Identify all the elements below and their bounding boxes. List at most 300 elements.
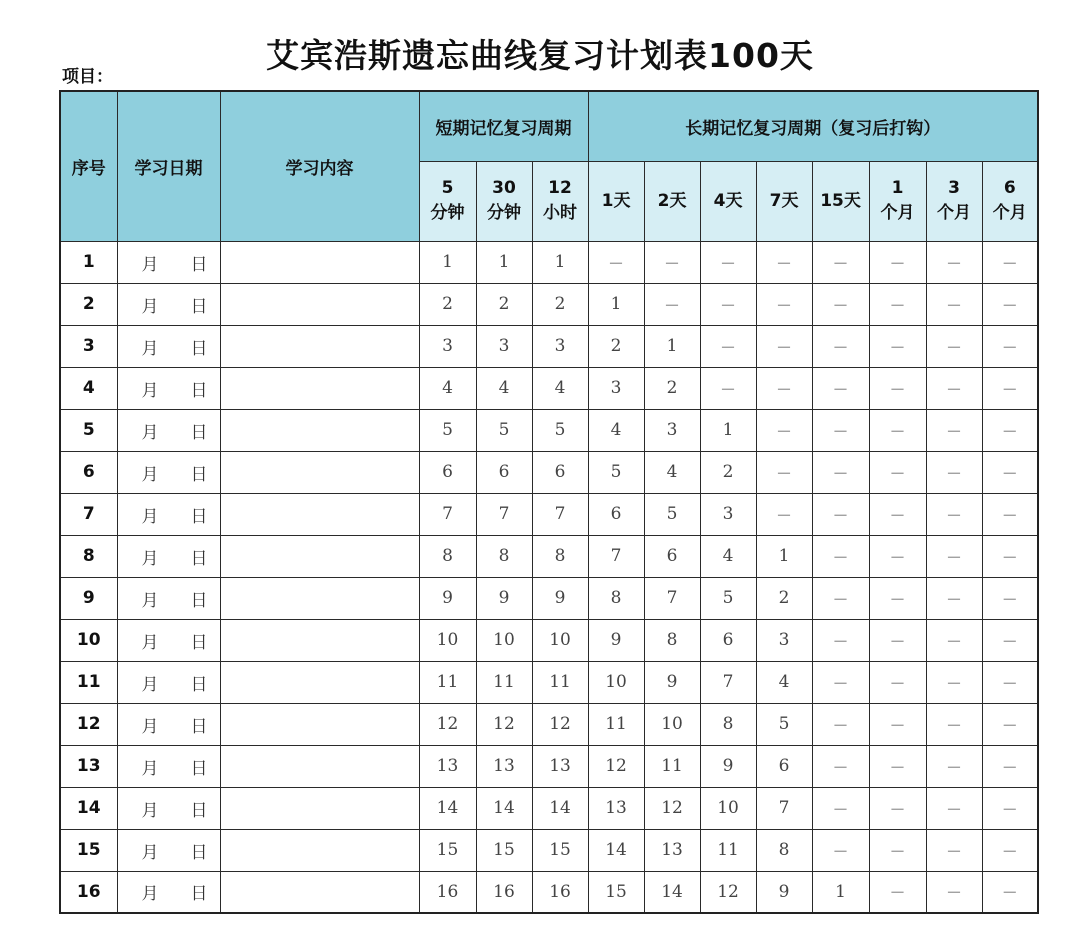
study-content-cell[interactable] <box>220 325 419 367</box>
table-row <box>60 535 1038 577</box>
row-index: 11 <box>60 661 117 703</box>
date-day-label: 日 <box>190 380 208 401</box>
row-index: 10 <box>60 619 117 661</box>
header-interval-bottom: 小时 <box>543 203 578 223</box>
review-cell[interactable]: 13 <box>419 745 476 787</box>
review-cell[interactable]: － <box>812 241 869 283</box>
review-cell[interactable]: 10 <box>419 619 476 661</box>
review-cell[interactable]: 7 <box>700 661 756 703</box>
review-cell[interactable]: － <box>812 535 869 577</box>
review-cell[interactable]: 6 <box>588 493 644 535</box>
review-cell[interactable]: 15 <box>419 829 476 871</box>
study-date-cell[interactable] <box>117 367 220 409</box>
review-cell[interactable]: － <box>812 493 869 535</box>
row-index: 3 <box>60 325 117 367</box>
review-cell[interactable]: 10 <box>588 661 644 703</box>
review-cell[interactable]: 13 <box>644 829 700 871</box>
review-cell[interactable]: 5 <box>588 451 644 493</box>
review-cell[interactable]: 4 <box>588 409 644 451</box>
review-cell[interactable]: － <box>812 661 869 703</box>
review-cell[interactable]: － <box>812 577 869 619</box>
review-cell[interactable]: 14 <box>419 787 476 829</box>
review-cell[interactable]: 16 <box>532 871 588 913</box>
header-interval-8 <box>812 161 869 241</box>
review-cell[interactable]: － <box>869 451 926 493</box>
review-cell[interactable]: 5 <box>476 409 532 451</box>
study-date-cell[interactable] <box>117 745 220 787</box>
review-cell[interactable]: 16 <box>419 871 476 913</box>
study-content-cell[interactable] <box>220 787 419 829</box>
review-cell[interactable]: 3 <box>644 409 700 451</box>
date-month-label: 月 <box>141 548 159 569</box>
header-interval-top: 15天 <box>820 190 861 211</box>
table-row <box>60 703 1038 745</box>
review-cell[interactable]: － <box>869 661 926 703</box>
header-date: 学习日期 <box>117 91 220 241</box>
study-content-cell[interactable] <box>220 619 419 661</box>
review-cell[interactable]: 9 <box>756 871 812 913</box>
date-month-label: 月 <box>141 338 159 359</box>
review-cell[interactable]: 1 <box>812 871 869 913</box>
header-interval-5 <box>644 161 700 241</box>
review-cell[interactable]: 8 <box>700 703 756 745</box>
review-cell[interactable]: － <box>812 409 869 451</box>
study-date-cell[interactable] <box>117 409 220 451</box>
header-short-term-group: 短期记忆复习周期 <box>419 91 588 161</box>
table-row <box>60 367 1038 409</box>
date-day-label: 日 <box>190 842 208 863</box>
row-index: 14 <box>60 787 117 829</box>
review-cell[interactable]: 7 <box>756 787 812 829</box>
review-cell[interactable]: 4 <box>644 451 700 493</box>
review-cell[interactable]: 11 <box>700 829 756 871</box>
date-month-label: 月 <box>141 506 159 527</box>
review-cell[interactable]: 11 <box>532 661 588 703</box>
review-cell[interactable]: － <box>812 367 869 409</box>
review-cell[interactable]: － <box>869 535 926 577</box>
date-month-label: 月 <box>141 632 159 653</box>
study-content-cell[interactable] <box>220 409 419 451</box>
review-cell[interactable]: 15 <box>588 871 644 913</box>
review-cell[interactable]: － <box>869 409 926 451</box>
review-plan-table <box>59 90 1039 914</box>
review-cell[interactable]: － <box>926 577 982 619</box>
review-cell[interactable]: － <box>869 577 926 619</box>
date-month-label: 月 <box>141 800 159 821</box>
header-interval-top: 6 <box>1003 178 1016 198</box>
header-interval-bottom: 个月 <box>880 203 915 223</box>
study-content-cell[interactable] <box>220 871 419 913</box>
review-cell[interactable]: 1 <box>644 325 700 367</box>
review-cell[interactable]: 3 <box>700 493 756 535</box>
review-cell[interactable]: 3 <box>476 325 532 367</box>
table-row <box>60 871 1038 913</box>
review-cell[interactable]: － <box>644 283 700 325</box>
review-cell[interactable]: － <box>869 241 926 283</box>
date-day-label: 日 <box>190 506 208 527</box>
study-date-cell[interactable] <box>117 619 220 661</box>
review-cell[interactable]: － <box>869 787 926 829</box>
header-index: 序号 <box>60 91 117 241</box>
review-cell[interactable]: 5 <box>756 703 812 745</box>
review-cell[interactable]: 16 <box>476 871 532 913</box>
date-day-label: 日 <box>190 548 208 569</box>
study-content-cell[interactable] <box>220 829 419 871</box>
review-cell[interactable]: 2 <box>532 283 588 325</box>
review-cell[interactable]: 15 <box>532 829 588 871</box>
review-cell[interactable]: 9 <box>476 577 532 619</box>
review-cell[interactable]: － <box>812 787 869 829</box>
review-cell[interactable]: 7 <box>419 493 476 535</box>
header-content: 学习内容 <box>220 91 419 241</box>
review-cell[interactable]: 9 <box>532 577 588 619</box>
review-cell[interactable]: 11 <box>588 703 644 745</box>
review-cell[interactable]: － <box>982 703 1038 745</box>
review-cell[interactable]: 8 <box>532 535 588 577</box>
header-interval-11 <box>982 161 1038 241</box>
header-interval-bottom: 个月 <box>992 203 1027 223</box>
review-cell[interactable]: 4 <box>700 535 756 577</box>
review-cell[interactable]: 1 <box>476 241 532 283</box>
date-day-label: 日 <box>190 254 208 275</box>
review-cell[interactable]: － <box>982 283 1038 325</box>
date-month-label: 月 <box>141 758 159 779</box>
review-cell[interactable]: 14 <box>476 787 532 829</box>
review-cell[interactable]: － <box>982 409 1038 451</box>
review-cell[interactable]: 12 <box>700 871 756 913</box>
review-cell[interactable]: － <box>926 409 982 451</box>
review-cell[interactable]: 11 <box>476 661 532 703</box>
table-row <box>60 577 1038 619</box>
header-interval-6 <box>700 161 756 241</box>
table-row <box>60 787 1038 829</box>
header-interval-top: 7天 <box>769 190 799 211</box>
review-cell[interactable]: 12 <box>644 787 700 829</box>
review-cell[interactable]: 7 <box>532 493 588 535</box>
date-day-label: 日 <box>190 296 208 317</box>
review-cell[interactable]: － <box>812 619 869 661</box>
header-interval-top: 5 <box>441 178 454 198</box>
review-cell[interactable]: 11 <box>644 745 700 787</box>
study-date-cell[interactable] <box>117 535 220 577</box>
review-cell[interactable]: － <box>756 241 812 283</box>
review-cell[interactable]: 6 <box>756 745 812 787</box>
table-row <box>60 241 1038 283</box>
table-row <box>60 409 1038 451</box>
review-cell[interactable]: － <box>926 535 982 577</box>
review-cell[interactable]: － <box>756 283 812 325</box>
review-cell[interactable]: － <box>982 745 1038 787</box>
review-cell[interactable]: － <box>926 283 982 325</box>
review-cell[interactable]: － <box>869 283 926 325</box>
review-cell[interactable]: － <box>700 367 756 409</box>
review-cell[interactable]: 10 <box>700 787 756 829</box>
review-cell[interactable]: － <box>588 241 644 283</box>
review-cell[interactable]: － <box>756 493 812 535</box>
study-content-cell[interactable] <box>220 283 419 325</box>
review-cell[interactable]: － <box>756 409 812 451</box>
date-month-label: 月 <box>141 884 159 905</box>
table-row <box>60 325 1038 367</box>
review-cell[interactable]: 2 <box>588 325 644 367</box>
review-cell[interactable]: － <box>982 871 1038 913</box>
review-cell[interactable]: 1 <box>588 283 644 325</box>
table-row <box>60 451 1038 493</box>
review-cell[interactable]: 9 <box>700 745 756 787</box>
study-date-cell[interactable] <box>117 787 220 829</box>
review-cell[interactable]: 2 <box>644 367 700 409</box>
review-cell[interactable]: 8 <box>588 577 644 619</box>
review-cell[interactable]: 9 <box>419 577 476 619</box>
review-cell[interactable]: 1 <box>700 409 756 451</box>
review-cell[interactable]: － <box>982 661 1038 703</box>
date-day-label: 日 <box>190 590 208 611</box>
date-day-label: 日 <box>190 674 208 695</box>
header-interval-7 <box>756 161 812 241</box>
date-month-label: 月 <box>141 716 159 737</box>
review-cell[interactable]: 8 <box>476 535 532 577</box>
header-long-term-group: 长期记忆复习周期（复习后打钩） <box>588 91 1038 161</box>
review-cell[interactable]: 6 <box>476 451 532 493</box>
study-date-cell[interactable] <box>117 283 220 325</box>
review-cell[interactable]: － <box>982 493 1038 535</box>
header-interval-top: 4天 <box>713 190 743 211</box>
review-cell[interactable]: － <box>869 367 926 409</box>
study-content-cell[interactable] <box>220 577 419 619</box>
review-cell[interactable]: 9 <box>644 661 700 703</box>
header-interval-bottom: 个月 <box>937 203 972 223</box>
date-month-label: 月 <box>141 254 159 275</box>
review-cell[interactable]: － <box>756 325 812 367</box>
review-cell[interactable]: 5 <box>419 409 476 451</box>
review-cell[interactable]: － <box>869 325 926 367</box>
review-cell[interactable]: － <box>812 829 869 871</box>
review-cell[interactable]: 2 <box>756 577 812 619</box>
review-cell[interactable]: － <box>700 325 756 367</box>
review-cell[interactable]: － <box>812 283 869 325</box>
study-date-cell[interactable] <box>117 829 220 871</box>
review-cell[interactable]: 12 <box>588 745 644 787</box>
study-content-cell[interactable] <box>220 367 419 409</box>
review-cell[interactable]: 3 <box>588 367 644 409</box>
review-cell[interactable]: － <box>926 829 982 871</box>
review-cell[interactable]: 7 <box>644 577 700 619</box>
date-month-label: 月 <box>141 464 159 485</box>
date-month-label: 月 <box>141 842 159 863</box>
review-cell[interactable]: 5 <box>532 409 588 451</box>
header-interval-1 <box>419 161 476 241</box>
header-interval-top: 2天 <box>657 190 687 211</box>
row-index: 2 <box>60 283 117 325</box>
header-interval-3 <box>532 161 588 241</box>
study-content-cell[interactable] <box>220 535 419 577</box>
review-cell[interactable]: 6 <box>644 535 700 577</box>
header-interval-top: 12 <box>548 178 572 198</box>
study-date-cell[interactable] <box>117 493 220 535</box>
header-interval-bottom: 分钟 <box>430 203 465 223</box>
review-cell[interactable]: － <box>812 703 869 745</box>
study-content-cell[interactable] <box>220 451 419 493</box>
row-index: 9 <box>60 577 117 619</box>
review-cell[interactable]: 6 <box>700 619 756 661</box>
review-cell[interactable]: 4 <box>419 367 476 409</box>
table-row <box>60 661 1038 703</box>
date-day-label: 日 <box>190 464 208 485</box>
review-cell[interactable]: － <box>700 241 756 283</box>
review-cell[interactable]: － <box>982 619 1038 661</box>
review-cell[interactable]: 7 <box>588 535 644 577</box>
review-cell[interactable]: － <box>982 535 1038 577</box>
review-cell[interactable]: 13 <box>588 787 644 829</box>
review-cell[interactable]: － <box>982 577 1038 619</box>
review-cell[interactable]: － <box>869 619 926 661</box>
review-cell[interactable]: 2 <box>476 283 532 325</box>
review-cell[interactable]: 12 <box>532 703 588 745</box>
review-cell[interactable]: 12 <box>476 703 532 745</box>
review-cell[interactable]: － <box>756 451 812 493</box>
review-cell[interactable]: － <box>926 787 982 829</box>
row-index: 16 <box>60 871 117 913</box>
review-cell[interactable]: － <box>700 283 756 325</box>
review-cell[interactable]: 14 <box>644 871 700 913</box>
study-content-cell[interactable] <box>220 241 419 283</box>
date-day-label: 日 <box>190 716 208 737</box>
study-content-cell[interactable] <box>220 661 419 703</box>
row-index: 7 <box>60 493 117 535</box>
row-index: 12 <box>60 703 117 745</box>
review-cell[interactable]: 10 <box>532 619 588 661</box>
review-cell[interactable]: － <box>926 325 982 367</box>
study-date-cell[interactable] <box>117 871 220 913</box>
review-cell[interactable]: － <box>982 787 1038 829</box>
review-cell[interactable]: 10 <box>644 703 700 745</box>
review-cell[interactable]: 8 <box>756 829 812 871</box>
review-cell[interactable]: 13 <box>532 745 588 787</box>
review-cell[interactable]: 6 <box>532 451 588 493</box>
review-cell[interactable]: 3 <box>419 325 476 367</box>
date-month-label: 月 <box>141 422 159 443</box>
review-cell[interactable]: － <box>926 493 982 535</box>
study-date-cell[interactable] <box>117 325 220 367</box>
review-cell[interactable]: 1 <box>532 241 588 283</box>
review-cell[interactable]: － <box>926 871 982 913</box>
study-date-cell[interactable] <box>117 451 220 493</box>
review-cell[interactable]: － <box>926 703 982 745</box>
date-month-label: 月 <box>141 296 159 317</box>
header-interval-top: 1天 <box>601 190 631 211</box>
review-cell[interactable]: 4 <box>756 661 812 703</box>
header-interval-2 <box>476 161 532 241</box>
study-content-cell[interactable] <box>220 745 419 787</box>
review-cell[interactable]: 7 <box>476 493 532 535</box>
review-cell[interactable]: 9 <box>588 619 644 661</box>
review-cell[interactable]: － <box>869 745 926 787</box>
row-index: 6 <box>60 451 117 493</box>
review-cell[interactable]: 1 <box>756 535 812 577</box>
date-month-label: 月 <box>141 590 159 611</box>
review-cell[interactable]: － <box>869 871 926 913</box>
date-day-label: 日 <box>190 800 208 821</box>
study-content-cell[interactable] <box>220 493 419 535</box>
review-cell[interactable]: 11 <box>419 661 476 703</box>
review-cell[interactable]: 4 <box>476 367 532 409</box>
row-index: 13 <box>60 745 117 787</box>
review-cell[interactable]: 1 <box>419 241 476 283</box>
review-cell[interactable]: － <box>982 451 1038 493</box>
review-cell[interactable]: － <box>926 745 982 787</box>
review-cell[interactable]: 12 <box>419 703 476 745</box>
review-cell[interactable]: 15 <box>476 829 532 871</box>
review-cell[interactable]: 5 <box>700 577 756 619</box>
review-cell[interactable]: 6 <box>419 451 476 493</box>
table-row <box>60 745 1038 787</box>
date-month-label: 月 <box>141 674 159 695</box>
header-interval-9 <box>869 161 926 241</box>
review-cell[interactable]: 4 <box>532 367 588 409</box>
table-row <box>60 283 1038 325</box>
review-cell[interactable]: 3 <box>756 619 812 661</box>
review-cell[interactable]: － <box>869 829 926 871</box>
study-date-cell[interactable] <box>117 703 220 745</box>
review-cell[interactable]: － <box>982 325 1038 367</box>
review-cell[interactable]: 13 <box>476 745 532 787</box>
review-cell[interactable]: 14 <box>588 829 644 871</box>
row-index: 8 <box>60 535 117 577</box>
review-cell[interactable]: － <box>926 619 982 661</box>
review-cell[interactable]: － <box>982 367 1038 409</box>
review-cell[interactable]: － <box>644 241 700 283</box>
header-interval-top: 3 <box>948 178 960 198</box>
study-date-cell[interactable] <box>117 577 220 619</box>
review-cell[interactable]: － <box>926 661 982 703</box>
row-index: 5 <box>60 409 117 451</box>
date-day-label: 日 <box>190 884 208 905</box>
review-cell[interactable]: － <box>926 241 982 283</box>
review-cell[interactable]: 5 <box>644 493 700 535</box>
project-label: 项目： <box>62 67 113 87</box>
review-cell[interactable]: － <box>869 703 926 745</box>
date-day-label: 日 <box>190 422 208 443</box>
review-cell[interactable]: － <box>812 325 869 367</box>
review-cell[interactable]: － <box>982 829 1038 871</box>
review-cell[interactable]: － <box>869 493 926 535</box>
review-cell[interactable]: － <box>926 451 982 493</box>
review-cell[interactable]: － <box>812 745 869 787</box>
review-cell[interactable]: － <box>926 367 982 409</box>
date-day-label: 日 <box>190 632 208 653</box>
study-content-cell[interactable] <box>220 703 419 745</box>
review-cell[interactable]: 3 <box>532 325 588 367</box>
review-cell[interactable]: 2 <box>419 283 476 325</box>
study-date-cell[interactable] <box>117 241 220 283</box>
review-cell[interactable]: － <box>982 241 1038 283</box>
date-month-label: 月 <box>141 380 159 401</box>
table-row <box>60 619 1038 661</box>
review-cell[interactable]: 8 <box>644 619 700 661</box>
date-day-label: 日 <box>190 338 208 359</box>
review-cell[interactable]: 14 <box>532 787 588 829</box>
table-row <box>60 493 1038 535</box>
review-cell[interactable]: 10 <box>476 619 532 661</box>
review-cell[interactable]: － <box>812 451 869 493</box>
header-interval-4 <box>588 161 644 241</box>
review-cell[interactable]: 8 <box>419 535 476 577</box>
page-title: 艾宾浩斯遗忘曲线复习计划表100天 <box>266 36 814 75</box>
review-cell[interactable]: 2 <box>700 451 756 493</box>
study-date-cell[interactable] <box>117 661 220 703</box>
row-index: 4 <box>60 367 117 409</box>
review-cell[interactable]: － <box>756 367 812 409</box>
